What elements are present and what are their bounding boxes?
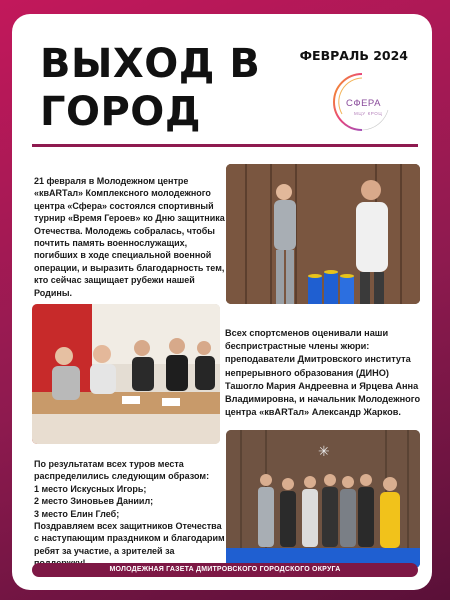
title-line-1: ВЫХОД В — [40, 41, 261, 87]
svg-text:✳: ✳ — [318, 444, 330, 460]
header-divider — [32, 144, 418, 147]
place-1: 1 место Искусных Игорь; — [34, 483, 147, 494]
photo-gym-exercise — [226, 164, 420, 304]
article-paragraph-1: 21 февраля в Молодежном центре «квАRТал» Комплексного молодежного центра «Сфера» состоялся спортивный турнир «Время Героев» ко Дню защитника Отечества. Молодежь собралась, чтобы почтить память военнослужащих, погибших в ходе специальной военной операции, и выразить благодарность тем, кто сейчас защищает рубежи нашей Родины. — [34, 176, 225, 298]
results-intro: По результатам всех туров места распределились следующим образом: — [34, 459, 210, 482]
article-paragraph-2: Всех спортсменов оценивали наши беспристрастные члены жюри: преподаватели Дмитровского института непрерывного образования (ДИНО) Ташогло Мария Андреевна и Ярцева Анна Владимировна, и начальник Молодежного центра «квАRТал» Александр Жарков. — [225, 328, 421, 418]
issue-date: ФЕВРАЛЬ 2024 — [299, 48, 408, 63]
photo-jury-table — [32, 304, 220, 444]
place-2: 2 место Зиновьев Даниил; — [34, 496, 154, 507]
footer-banner: МОЛОДЕЖНАЯ ГАЗЕТА ДМИТРОВСКОГО ГОРОДСКОГО ОКРУГА — [32, 563, 418, 577]
photo-group — [226, 430, 420, 568]
title-line-2: ГОРОД — [40, 89, 201, 135]
results-outro: Поздравляем всех защитников Отечества с наступающим праздником и благодарим ребят за участие, а зрителей за — [34, 521, 225, 556]
newspaper-page — [12, 14, 432, 590]
article-paragraph-3 — [34, 458, 228, 570]
place-3: 3 место Елин Глеб; — [34, 508, 120, 519]
page-title — [40, 40, 300, 136]
logo-subtext: МЦУ КРОЦ — [354, 111, 383, 116]
logo-text: СФЕРА — [346, 98, 381, 109]
